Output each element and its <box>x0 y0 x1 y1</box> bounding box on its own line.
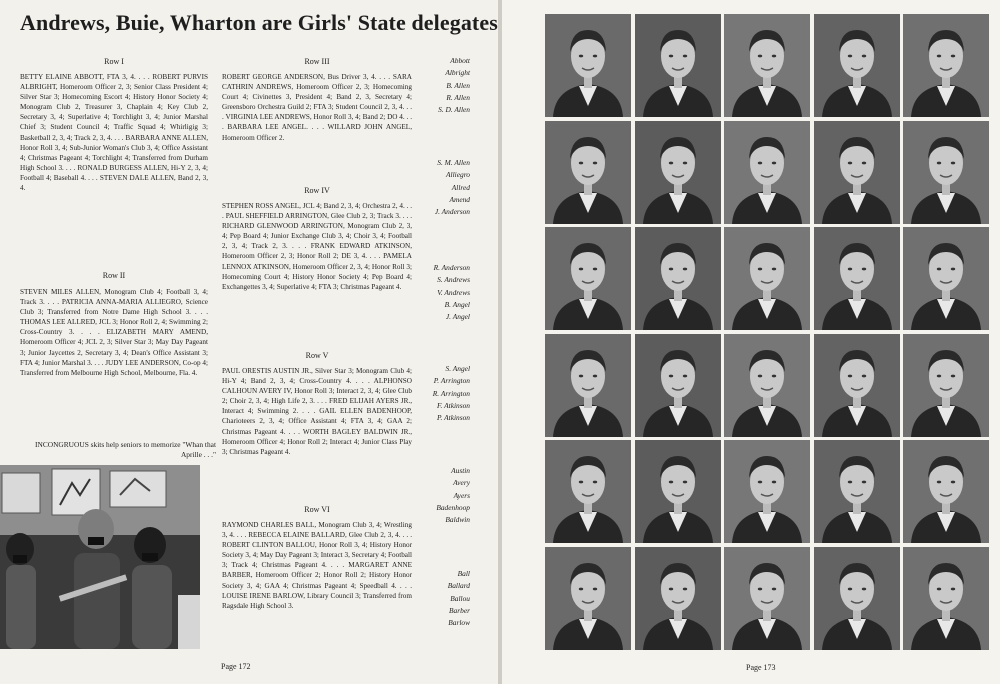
page-number-right: Page 173 <box>746 663 776 672</box>
senior-portrait <box>635 121 721 224</box>
page-headline: Andrews, Buie, Wharton are Girls' State delegates <box>20 10 498 35</box>
name-label: Amend <box>449 194 470 204</box>
name-label: B. Angel <box>444 299 470 309</box>
senior-portrait <box>545 334 631 437</box>
left-page <box>0 0 498 684</box>
senior-portrait <box>635 334 721 437</box>
senior-portrait <box>814 334 900 437</box>
senior-portrait <box>724 334 810 437</box>
name-label: Avery <box>453 478 470 488</box>
name-label: S. M. Allen <box>437 158 470 167</box>
name-label: S. D. Allen <box>438 105 470 115</box>
senior-portrait <box>635 14 721 117</box>
name-label: Ballou <box>450 593 470 603</box>
name-label: Alliegro <box>446 170 470 180</box>
portrait-grid <box>545 14 989 650</box>
name-label: Abbott <box>450 56 470 65</box>
senior-portrait <box>903 227 989 330</box>
name-label: Ball <box>457 569 470 578</box>
senior-portrait <box>545 547 631 650</box>
senior-portrait <box>903 440 989 543</box>
name-label: R. Arrington <box>432 388 470 398</box>
name-label: Baldwin <box>445 515 470 525</box>
row-bio-2: STEVEN MILES ALLEN, Monogram Club 4; Football 3, 4; Track 3. . . . PATRICIA ANNA-MARIA ALLIEGRO, Science Club 3; Transferred from Notre Dame High School 3. . . . THOMAS LEE ALLRED, JCL 3; Honor Roll 2, 4; Swimming 2; Cross-Country 3. . . . ELIZABETH MARY AMEND, Homeroom Officer 4; JCL 2, 3; Silver Star 3; May Day Pageant 3; Junior Jaycettes 2, Secretary 3, 4; Dean's Office Assistant 3; FTA 4; Junior Marshal 3. . . . JUDY LEE ANDERSON, Co-op 4; Transferred from Melbourne High School, Melbourne, Fla. 4. <box>20 288 208 377</box>
name-list-row-3 <box>420 262 470 323</box>
name-label: Allred <box>451 182 470 192</box>
name-list-row-5 <box>420 465 470 526</box>
row-label-1: Row I <box>104 57 124 66</box>
row-bio-5: PAUL ORESTIS AUSTIN JR., Silver Star 3; Monogram Club 4; Hi-Y 4; Band 2, 3, 4; Cross-Country 4. . . . ALPHONSO CALHOUN AVERY IV, Honor Roll 3; Interact 2, 3, 4; Glee Club 2; Choir 2, 3, 4; High Life 2, 3. . . . FRED ELIJAH AYERS JR., Interact 4; Swimming 2. . . . GAIL ELLEN BADENHOOP, Charioteers 2, 3, 4; Office Assistant 4; FTA 3, 4; GAA 2; Christmas Pageant 4. . . . WORTH BAGLEY BALDWIN JR., Homeroom Officer 4; Honor Roll 2; Interact 4; Junior Class Play 3; Christmas Pageant 4. <box>222 367 412 456</box>
senior-portrait <box>814 14 900 117</box>
name-label: S. Andrews <box>437 275 470 285</box>
name-label: J. Angel <box>445 312 470 322</box>
name-label: Austin <box>451 466 470 475</box>
senior-portrait <box>635 440 721 543</box>
name-label: Albright <box>445 68 470 78</box>
senior-portrait <box>724 547 810 650</box>
senior-portrait <box>545 121 631 224</box>
row-label-4: Row IV <box>304 186 330 195</box>
name-list-row-6 <box>420 568 470 629</box>
row-label-2: Row II <box>102 271 126 280</box>
name-list-row-4 <box>420 363 470 424</box>
name-label: J. Anderson <box>434 207 470 217</box>
name-label: R. Anderson <box>433 263 470 272</box>
row-bio-6: RAYMOND CHARLES BALL, Monogram Club 3, 4; Wrestling 3, 4. . . . REBECCA ELAINE BALLARD, Glee Club 2, 3, 4. . . . ROBERT CLINTON BALLOU, Honor Roll 3, 4; History Honor Society 3, 4; May Day Pageant 3; Interact 3, Secretary 4; Football 3; Track 4; Christmas Pageant 4. . . . MARGARET ANNE BARBER, Homeroom Officer 2; Honor Roll 2; History Honor Society 3, 4; GAA 4; Christmas Pageant 4; Speedball 4. . . . LOUISE IRENE BARLOW, Library Council 3; Transferred from Ragsdale High School 3. <box>222 521 412 610</box>
name-label: Barber <box>449 605 470 615</box>
name-label: Badenhoop <box>436 502 470 512</box>
senior-portrait <box>545 14 631 117</box>
name-label: Ayers <box>453 490 470 500</box>
name-label: B. Allen <box>446 80 470 90</box>
row-label-5: Row V <box>305 351 329 360</box>
senior-portrait <box>545 227 631 330</box>
senior-portrait <box>903 547 989 650</box>
name-label: P. Atkinson <box>437 413 470 423</box>
page-number-left: Page 172 <box>221 662 251 671</box>
photo-caption: INCONGRUOUS skits help seniors to memorize "Whan that Aprille . . ." <box>35 440 216 459</box>
senior-portrait <box>635 227 721 330</box>
name-label: Barlow <box>448 618 470 628</box>
name-label: V. Andrews <box>437 287 470 297</box>
senior-portrait <box>814 547 900 650</box>
senior-portrait <box>724 440 810 543</box>
name-label: F. Atkinson <box>437 400 470 410</box>
row-label-3: Row III <box>304 57 330 66</box>
right-page <box>502 0 1000 684</box>
senior-portrait <box>814 121 900 224</box>
senior-portrait <box>724 121 810 224</box>
name-list-row-2 <box>420 157 470 218</box>
senior-portrait <box>903 121 989 224</box>
name-label: P. Arrington <box>433 376 470 386</box>
senior-portrait <box>814 227 900 330</box>
senior-portrait <box>903 14 989 117</box>
name-list-row-1 <box>420 55 470 116</box>
senior-portrait <box>814 440 900 543</box>
senior-portrait <box>724 14 810 117</box>
senior-portrait <box>635 547 721 650</box>
senior-portrait <box>545 440 631 543</box>
skit-photo-image <box>0 465 200 649</box>
name-label: R. Allen <box>446 92 470 102</box>
name-label: S. Angel <box>445 364 470 373</box>
senior-portrait <box>724 227 810 330</box>
row-bio-1: BETTY ELAINE ABBOTT, FTA 3, 4. . . . ROBERT PURVIS ALBRIGHT, Homeroom Officer 2, 3; Senior Class President 4; Silver Star 3; Homecoming Escort 4; History Honor Society 4; Monogram Club 2, Treasurer 3, Chaplain 4; Key Club 2, Secretary 3, 4; Superlative 4; Torchlight 3, 4; Junior Marshal Chief 3; Student Council 4; Traffic Squad 4; Whirligig 3; Basketball 2, 3, 4; Track 2, 3, 4. . . . BARBARA ANNE ALLEN, Honor Roll 3, 4; Sub-Junior Woman's Club 3, 4; Office Assistant 4; Christmas Pageant 4; Torchlight 4; Transferred from Durham High School 3. . . . RONALD BURGESS ALLEN, Hi-Y 2, 3, 4; Football 4; Baseball 4. . . . STEVEN DALE ALLEN, Band 2, 3, 4. <box>20 73 208 193</box>
senior-portrait <box>903 334 989 437</box>
name-label: Ballard <box>447 581 470 591</box>
row-bio-3: ROBERT GEORGE ANDERSON, Bus Driver 3, 4. . . . SARA CATHRIN ANDREWS, Homeroom Officer 2, 3; Homecoming Court 4; Civinettes 3, President 4; Band 2, 3, Secretary 4; Greensboro Orchestra Guild 2; FTA 3; Student Council 2, 3, 4. . . . VIRGINIA LEE ANDREWS, Honor Roll 3, 4; Band 2; DO 4. . . . BARBARA LEE ANGEL. . . . WILLARD JOHN ANGEL, Homeroom Officer 2. <box>222 73 412 142</box>
row-label-6: Row VI <box>304 505 330 514</box>
skit-photo <box>0 465 200 649</box>
row-bio-4: STEPHEN ROSS ANGEL, JCL 4; Band 2, 3, 4; Orchestra 2, 4. . . . PAUL SHEFFIELD ARRINGTON, Glee Club 2, 3; Track 3. . . . RICHARD GLENWOOD ARRINGTON, Monogram Club 2, 3, 4; Pep Board 4; Junior Exchange Club 3, 4; Choir 3, 4; Football 2, 3, 4; Track 2, 3. . . . FRANK EDWARD ATKINSON, Homeroom Officer 2, 3; Honor Roll 2; DE 3, 4. . . . PAMELA LENNOX ATKINSON, Homeroom Officer 2, 3, 4; Honor Roll 3; Homecoming Court 4; History Honor Society 4; Pep Board 4; Exchangettes 3, 4; Superlative 4; FTA 3; Christmas Pageant 4. <box>222 202 412 291</box>
